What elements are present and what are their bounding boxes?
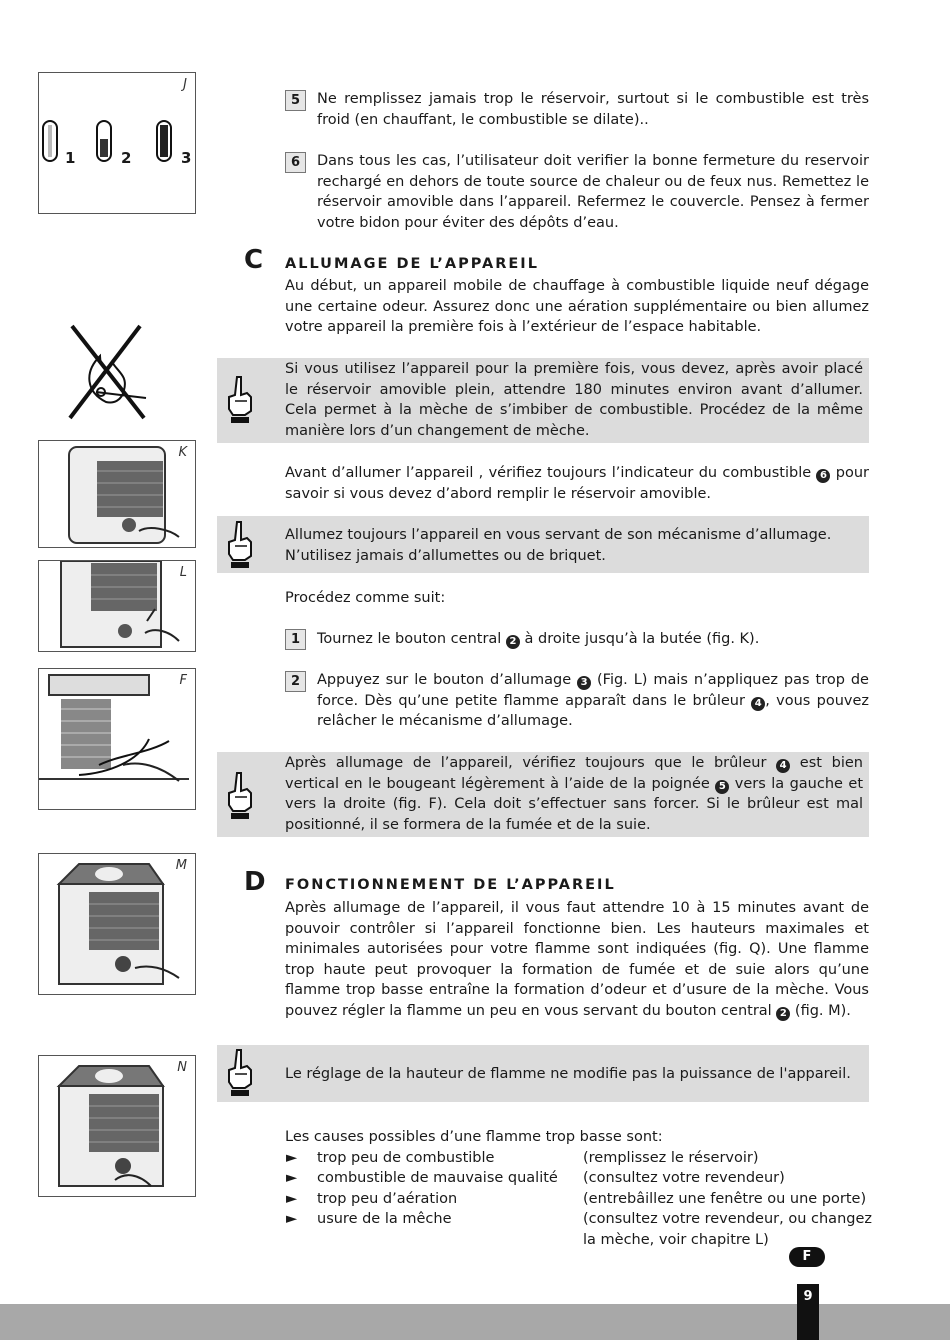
cause-text: trop peu d’aération — [317, 1191, 458, 1207]
remedy-text: (remplissez le réservoir) — [583, 1150, 759, 1166]
arrow-bullet-icon: ► — [286, 1170, 298, 1186]
step-number: 6 — [285, 152, 306, 173]
figure-m — [38, 853, 196, 995]
step-number: 2 — [285, 671, 306, 692]
note-box — [217, 1045, 869, 1102]
arrow-bullet-icon: ► — [286, 1211, 298, 1227]
step-text: Dans tous les cas, l’utilisateur doit verifier la bonne fermeture du reservoir rechargé en dehors de toute source de chaleur ou de feux nus. Remettez le réservoir amovible dans l’appareil. Refermez le couvercle. Pensez à fermer votre bidon pour éviter des dépôts d’eau. — [317, 153, 869, 231]
fuel-gauge-illustration — [39, 73, 195, 213]
text-run: (Fig. L) mais n’appliquez pas trop de force. Dès qu’une petite flamme apparaît dans le brûleur — [317, 672, 869, 709]
text-run: pour savoir si vous devez d’abord remplir le réservoir amovible. — [285, 465, 869, 502]
note-text: Si vous utilisez l’appareil pour la première fois, vous devez, après avoir placé le réservoir amovible plein, attendre 180 minutes environ avant d’allumer. Cela permet à la mèche de s’imbiber de combustible. Procédez de la même manière lors d’un changement de mèche. — [285, 361, 863, 439]
hand-warning-icon — [225, 1048, 255, 1098]
causes-title: Les causes possibles d’une flamme trop basse sont: — [285, 1129, 663, 1145]
figure-letter: L — [179, 565, 187, 580]
heater-illustration — [39, 561, 195, 651]
heater-illustration — [39, 441, 195, 547]
figure-letter: N — [177, 1060, 187, 1075]
note-box — [217, 358, 869, 443]
text-run: est bien vertical en le bougeant légèrement à l’aide de la poignée — [285, 755, 863, 792]
text-run: Tournez le bouton central — [317, 631, 502, 647]
section-letter: C — [244, 245, 264, 275]
gauge-label-1: 1 — [65, 149, 76, 167]
heater-illustration — [39, 1056, 195, 1196]
step-text — [317, 670, 869, 732]
text-run: vers la gauche et vers la droite (fig. F). Cela doit s’effectuer sans forcer. Si le brûleur est mal positionné, il se formera de la fumée et de la suie. — [285, 775, 864, 833]
hand-warning-icon — [225, 771, 255, 821]
note-text: Le réglage de la hauteur de flamme ne modifie pas la puissance de l'appareil. — [285, 1066, 851, 1082]
step-text — [317, 629, 869, 650]
figure-j — [38, 72, 196, 214]
heater-illustration — [39, 854, 195, 994]
step-number: 1 — [285, 629, 306, 650]
figure-n — [38, 1055, 196, 1197]
text-run: à droite jusqu’à la butée (fig. K). — [524, 631, 760, 647]
gauge-label-3: 3 — [181, 149, 192, 167]
figure-f — [38, 668, 196, 810]
callout-number: 5 — [715, 780, 729, 794]
remedy-text: (consultez votre revendeur) — [583, 1170, 785, 1186]
section-letter: D — [244, 867, 266, 897]
step-text: Ne remplissez jamais trop le réservoir, surtout si le combustible est très froid (en chauffant, le combustible se dilate).. — [317, 91, 869, 128]
cause-text: usure de la mêche — [317, 1211, 452, 1227]
section-body — [285, 898, 869, 1022]
gauge-label-2: 2 — [121, 149, 132, 167]
text-run: , vous pouvez relâcher le mécanisme d’allumage. — [317, 692, 870, 730]
arrow-bullet-icon: ► — [286, 1150, 298, 1166]
callout-number: 2 — [506, 635, 520, 649]
note-box — [217, 516, 869, 573]
cause-text: combustible de mauvaise qualité — [317, 1170, 558, 1186]
burner-illustration — [39, 669, 195, 809]
figure-letter: K — [178, 445, 187, 460]
hand-warning-icon — [225, 375, 255, 425]
figure-letter: J — [183, 77, 187, 92]
paragraph — [285, 463, 869, 504]
no-matches-icon — [66, 322, 150, 422]
note-box — [217, 752, 869, 837]
figure-l — [38, 560, 196, 652]
list-item — [286, 1189, 869, 1210]
note-text — [285, 753, 863, 835]
callout-number: 4 — [751, 697, 765, 711]
list-item — [286, 1148, 869, 1169]
text-run: Appuyez sur le bouton d’allumage — [317, 672, 572, 688]
text-run: Après allumage de l’appareil, vérifiez toujours que le brûleur — [285, 755, 767, 771]
cause-text: trop peu de combustible — [317, 1150, 495, 1166]
text-run: Après allumage de l’appareil, il vous faut attendre 10 à 15 minutes avant de pouvoir contrôler si l’appareil fonctionne bien. Les hauteurs maximales et minimales autorisées pour votre flamme sont indiquées (fig. Q). Une flamme trop haute peut provoquer la formation de fumée et de suie alors qu’une flamme trop basse entraîne la formation d’odeur et d’usure de la mèche. Vous pouvez régler la flamme un peu en vous servant du bouton central — [285, 900, 869, 1019]
hand-warning-icon — [225, 520, 255, 570]
step-number: 5 — [285, 90, 306, 111]
section-intro: Au début, un appareil mobile de chauffage à combustible liquide neuf dégage une certaine odeur. Assurez donc une aération supplémentaire ou bien allumez votre appareil la première fois à l’extérieur de l’espace habitable. — [285, 278, 869, 336]
remedy-text: (consultez votre revendeur, ou changez la mèche, voir chapitre L) — [583, 1211, 872, 1248]
callout-number: 6 — [816, 469, 830, 483]
list-item — [286, 1168, 869, 1189]
section-heading: FONCTIONNEMENT DE L’APPAREIL — [285, 877, 616, 893]
page-number: 9 — [797, 1284, 819, 1340]
section-heading: ALLUMAGE DE L’APPAREIL — [285, 256, 539, 272]
figure-k — [38, 440, 196, 548]
note-text: Allumez toujours l’appareil en vous servant de son mécanisme d’allumage. N’utilisez jamais d’allumettes ou de briquet. — [285, 527, 832, 564]
remedy-text: (entrebâillez une fenêtre ou une porte) — [583, 1191, 867, 1207]
procedure-intro: Procédez comme suit: — [285, 590, 446, 606]
callout-number: 4 — [776, 759, 790, 773]
language-badge: F — [789, 1247, 825, 1267]
figure-letter: M — [175, 858, 187, 873]
callout-number: 3 — [577, 676, 591, 690]
figure-letter: F — [179, 673, 187, 688]
arrow-bullet-icon: ► — [286, 1191, 298, 1207]
text-run: Avant d’allumer l’appareil , vérifiez toujours l’indicateur du combustible — [285, 465, 812, 481]
callout-number: 2 — [776, 1007, 790, 1021]
text-run: (fig. M). — [794, 1002, 851, 1019]
list-item — [286, 1209, 872, 1251]
